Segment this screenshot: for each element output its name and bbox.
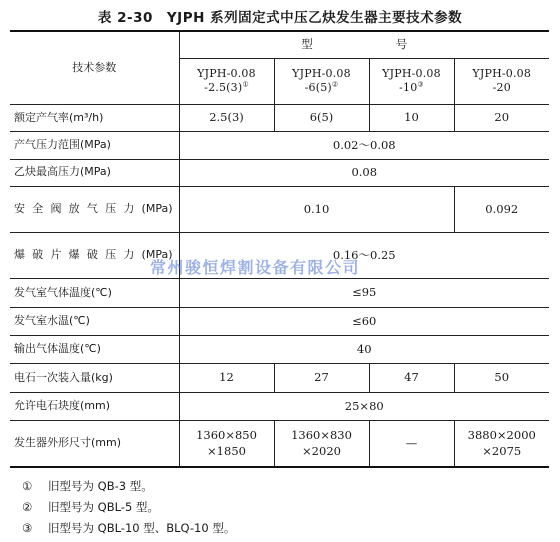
table-row — [10, 186, 549, 232]
table-cell: 0.08 — [179, 159, 549, 186]
row-label: 发气室气体温度(℃) — [10, 279, 179, 307]
row-label: 乙炔最高压力(MPa) — [10, 159, 179, 186]
table-cell: 3880×2000 ×2075 — [454, 421, 549, 467]
param-header: 技术参数 — [10, 31, 179, 105]
model-header: 型 号 — [179, 31, 549, 58]
row-label: 允许电石块度(mm) — [10, 392, 179, 420]
table-cell: 1360×850 ×1850 — [179, 421, 274, 467]
table-cell: 27 — [274, 364, 369, 392]
footnote — [22, 497, 542, 518]
footnote-mark: ① — [22, 479, 33, 493]
table-cell: 12 — [179, 364, 274, 392]
table-cell: 1360×830 ×2020 — [274, 421, 369, 467]
table-row — [10, 421, 549, 467]
table-row — [10, 31, 549, 58]
model-cell: YJPH-0.08 -6(5)② — [274, 58, 369, 104]
footnote-text: 旧型号为 QBL-5 型。 — [48, 500, 159, 514]
table-cell: 25×80 — [179, 392, 549, 420]
model-cell: YJPH-0.08 -10③ — [369, 58, 454, 104]
table-row — [10, 392, 549, 420]
footnotes — [22, 476, 542, 539]
table-cell: 10 — [369, 105, 454, 132]
table-cell: 2.5(3) — [179, 105, 274, 132]
table-cell: — — [369, 421, 454, 467]
footnote-text: 旧型号为 QB-3 型。 — [48, 479, 153, 493]
row-label: 安全阀放气压力(MPa) — [10, 186, 179, 232]
table-row — [10, 159, 549, 186]
row-label: 额定产气率(m³/h) — [10, 105, 179, 132]
table-cell: 47 — [369, 364, 454, 392]
row-label: 发气室水温(℃) — [10, 307, 179, 335]
footnote-mark: ② — [22, 500, 33, 514]
model-cell: YJPH-0.08 -20 — [454, 58, 549, 104]
table-row — [10, 364, 549, 392]
table-row — [10, 233, 549, 279]
table-row — [10, 132, 549, 159]
table-title: 表 2-30 YJPH 系列固定式中压乙炔发生器主要技术参数 — [97, 10, 463, 26]
row-label: 发生器外形尺寸(mm) — [10, 421, 179, 467]
table-cell: 6(5) — [274, 105, 369, 132]
footnote-mark: ③ — [22, 521, 33, 535]
table-cell: 0.02～0.08 — [179, 132, 549, 159]
table-cell: 50 — [454, 364, 549, 392]
table-cell: 20 — [454, 105, 549, 132]
row-label: 爆破片爆破压力(MPa) — [10, 233, 179, 279]
table-row — [10, 105, 549, 132]
model-cell: YJPH-0.08 -2.5(3)① — [179, 58, 274, 104]
table-cell: 40 — [179, 336, 549, 364]
row-label: 产气压力范围(MPa) — [10, 132, 179, 159]
table-cell: 0.10 — [179, 186, 454, 232]
table-cell: ≤95 — [179, 279, 549, 307]
row-label: 电石一次装入量(kg) — [10, 364, 179, 392]
row-label: 输出气体温度(℃) — [10, 336, 179, 364]
footnote — [22, 476, 542, 497]
table-row — [10, 307, 549, 335]
table-cell: ≤60 — [179, 307, 549, 335]
watermark: 常州骏恒焊割设备有限公司 — [150, 258, 361, 277]
table-cell: 0.16～0.25 — [179, 233, 549, 279]
spec-table — [10, 30, 549, 468]
table-cell: 0.092 — [454, 186, 549, 232]
footnote — [22, 518, 542, 539]
footnote-text: 旧型号为 QBL-10 型、BLQ-10 型。 — [48, 521, 236, 535]
table-row — [10, 336, 549, 364]
table-row — [10, 279, 549, 307]
